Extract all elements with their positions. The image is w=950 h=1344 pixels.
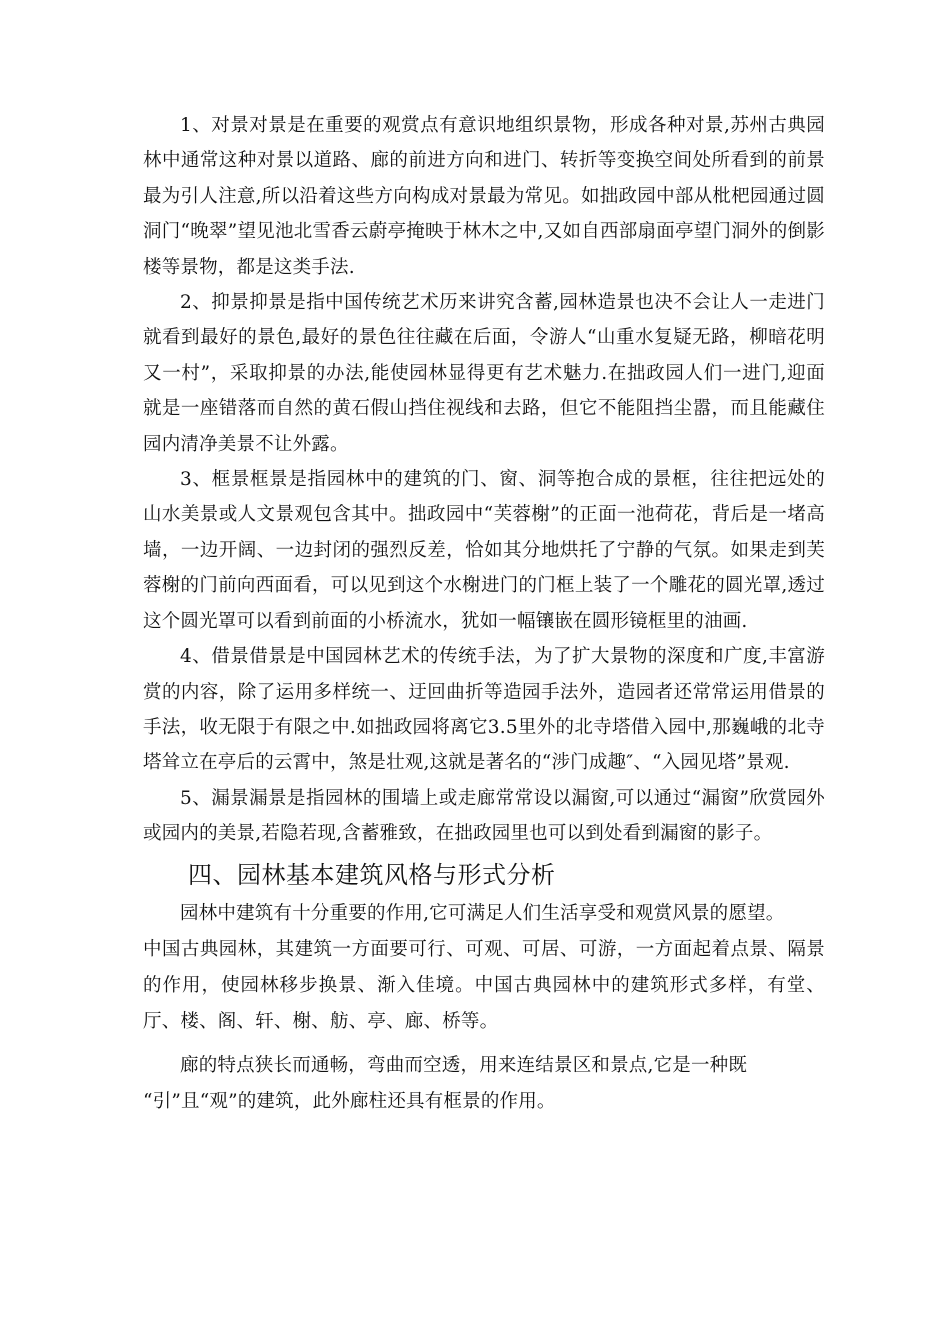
architecture-first-line: 园林中建筑有十分重要的作用,它可满足人们生活享受和观赏风景的愿望。 <box>180 902 785 924</box>
section-heading: 四、园林基本建筑风格与形式分析 <box>188 860 556 889</box>
corridor-second-line: “引”且“观”的建筑，此外廊柱还具有框景的作用。 <box>143 1090 556 1112</box>
paragraph-corridor <box>143 1048 825 1120</box>
paragraph-architecture <box>143 896 825 1040</box>
corridor-first-line: 廊的特点狭长而通畅，弯曲而空透，用来连结景区和景点,它是一种既 <box>180 1054 748 1076</box>
architecture-rest: 中国古典园林，其建筑一方面要可行、可观、可居、可游，一方面起着点景、隔景的作用，使园林移步换景、渐入佳境。中国古典园林中的建筑形式多样，有堂、厅、楼、阁、轩、榭、舫、亭、廊、桥等。 <box>143 938 825 1032</box>
paragraph-duijing: 1、对景对景是在重要的观赏点有意识地组织景物，形成各种对景,苏州古典园林中通常这种对景以道路、廊的前进方向和进门、转折等变换空间处所看到的前景最为引人注意,所以沿着这些方向构成对景最为常见。如拙政园中部从枇杷园通过圆洞门“晚翠”望见池北雪香云蔚亭掩映于林木之中,又如自西部扇面亭望门洞外的倒影楼等景物，都是这类手法. <box>143 115 825 278</box>
paragraph-yijing: 2、抑景抑景是指中国传统艺术历来讲究含蓄,园林造景也决不会让人一走进门就看到最好的景色,最好的景色往往藏在后面，令游人“山重水复疑无路，柳暗花明又一村”，采取抑景的办法,能使园林显得更有艺术魅力.在拙政园人们一进门,迎面就是一座错落而自然的黄石假山挡住视线和去路，但它不能阻挡尘嚣，而且能藏住园内清净美景不让外露。 <box>143 292 825 455</box>
paragraph-kuangjing: 3、框景框景是指园林中的建筑的门、窗、洞等抱合成的景框，往往把远处的山水美景或人文景观包含其中。拙政园中“芙蓉榭”的正面一池荷花，背后是一堵高墙，一边开阔、一边封闭的强烈反差，恰如其分地烘托了宁静的气氛。如果走到芙蓉榭的门前向西面看，可以见到这个水榭进门的门框上装了一个雕花的圆光罩,透过这个圆光罩可以看到前面的小桥流水，犹如一幅镶嵌在圆形镜框里的油画. <box>143 469 825 632</box>
paragraph-jiejing: 4、借景借景是中国园林艺术的传统手法，为了扩大景物的深度和广度,丰富游赏的内容，除了运用多样统一、迂回曲折等造园手法外，造园者还常常运用借景的手法，收无限于有限之中.如拙政园将离它3.5里外的北寺塔借入园中,那巍峨的北寺塔耸立在亭后的云霄中，煞是壮观,这就是著名的“涉门成趣″、“入园见塔”景观. <box>143 646 825 774</box>
paragraph-loujing: 5、漏景漏景是指园林的围墙上或走廊常常设以漏窗,可以通过“漏窗”欣赏园外或园内的美景,若隐若现,含蓄雅致，在拙政园里也可以到处看到漏窗的影子。 <box>143 787 825 845</box>
document-page <box>143 108 825 1120</box>
